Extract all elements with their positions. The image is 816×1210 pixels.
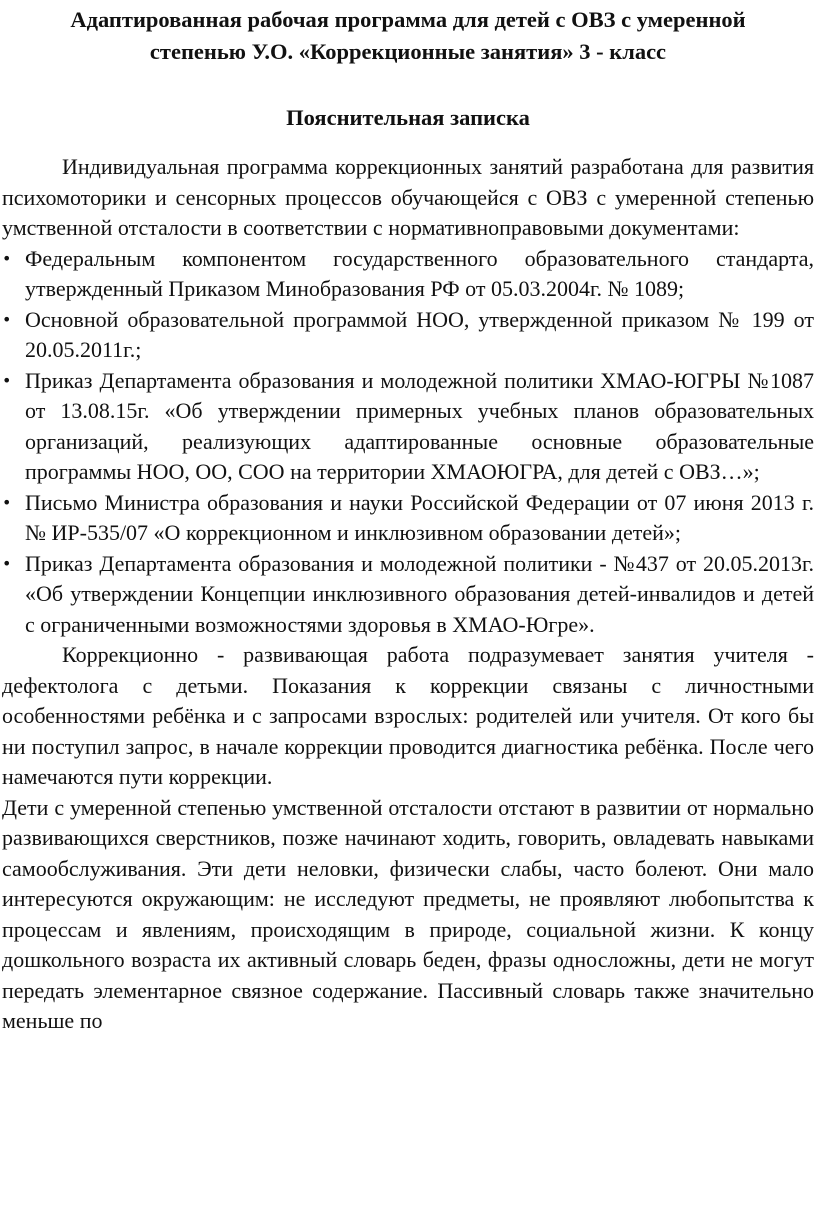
section-heading: Пояснительная записка xyxy=(286,105,530,130)
correction-paragraph: Коррекционно - развивающая работа подразумевает занятия учителя - дефектолога с детьми. Показания к коррекции связаны с личностными особенностями ребёнка и с запросами взрослых: родителей или учителя. От кого бы ни поступил запрос, в начале коррекции проводится диагностика ребёнка. После чего намечаются пути коррекции. xyxy=(2,642,814,789)
bullet-icon: • xyxy=(2,370,12,390)
list-item-text: Основной образовательной программой НОО, утвержденной приказом № 199 от 20.05.2011г.; xyxy=(25,306,814,362)
list-item-text: Приказ Департамента образования и молодежной политики ХМАО-ЮГРЫ №1087 от 13.08.15г. «Об утверждении примерных учебных планов образовательных организаций, реализующих адаптированные основные образовательные программы НОО, ОО, СОО на территории ХМАОЮГРА, для детей с ОВЗ…»; xyxy=(25,367,814,484)
regulations-list xyxy=(2,244,814,641)
document-title: Адаптированная рабочая программа для детей с ОВЗ с умеренной степенью У.О. «Коррекционные занятия» 3 - класс xyxy=(70,7,746,64)
list-item xyxy=(2,366,814,488)
list-item xyxy=(2,305,814,366)
bullet-icon: • xyxy=(2,492,12,512)
list-item xyxy=(2,244,814,305)
list-item xyxy=(2,549,814,641)
intro-paragraph: Индивидуальная программа коррекционных занятий разработана для развития психомоторики и сенсорных процессов обучающейся с ОВЗ с умеренной степенью умственной отсталости в соответствии с нормативноправовыми документами: xyxy=(2,154,814,240)
list-item xyxy=(2,488,814,549)
list-item-text: Приказ Департамента образования и молодежной политики - №437 от 20.05.2013г. «Об утверждении Концепции инклюзивного образования детей-инвалидов и детей с ограниченными возможностями здоровья в ХМАО-Югре». xyxy=(25,550,814,637)
list-item-text: Федеральным компонентом государственного образовательного стандарта, утвержденный Приказом Минобразования РФ от 05.03.2004г. № 1089; xyxy=(25,245,814,301)
document-body xyxy=(2,152,814,1037)
bullet-icon: • xyxy=(2,309,12,329)
bullet-icon: • xyxy=(2,248,12,268)
bullet-icon: • xyxy=(2,553,12,573)
description-paragraph: Дети с умеренной степенью умственной отсталости отстают в развитии от нормально развивающихся сверстников, позже начинают ходить, говорить, овладевать навыками самообслуживания. Эти дети неловки, физически слабы, часто болеют. Они мало интересуются окружающим: не исследуют предметы, не проявляют любопытства к процессам и явлениям, происходящим в природе, социальной жизни. К концу дошкольного возраста их активный словарь беден, фразы односложны, дети не могут передать элементарное связное содержание. Пассивный словарь также значительно меньше по xyxy=(2,794,814,1033)
list-item-text: Письмо Министра образования и науки Российской Федерации от 07 июня 2013 г. № ИР-535/07 «О коррекционном и инклюзивном образовании детей»; xyxy=(25,489,814,545)
